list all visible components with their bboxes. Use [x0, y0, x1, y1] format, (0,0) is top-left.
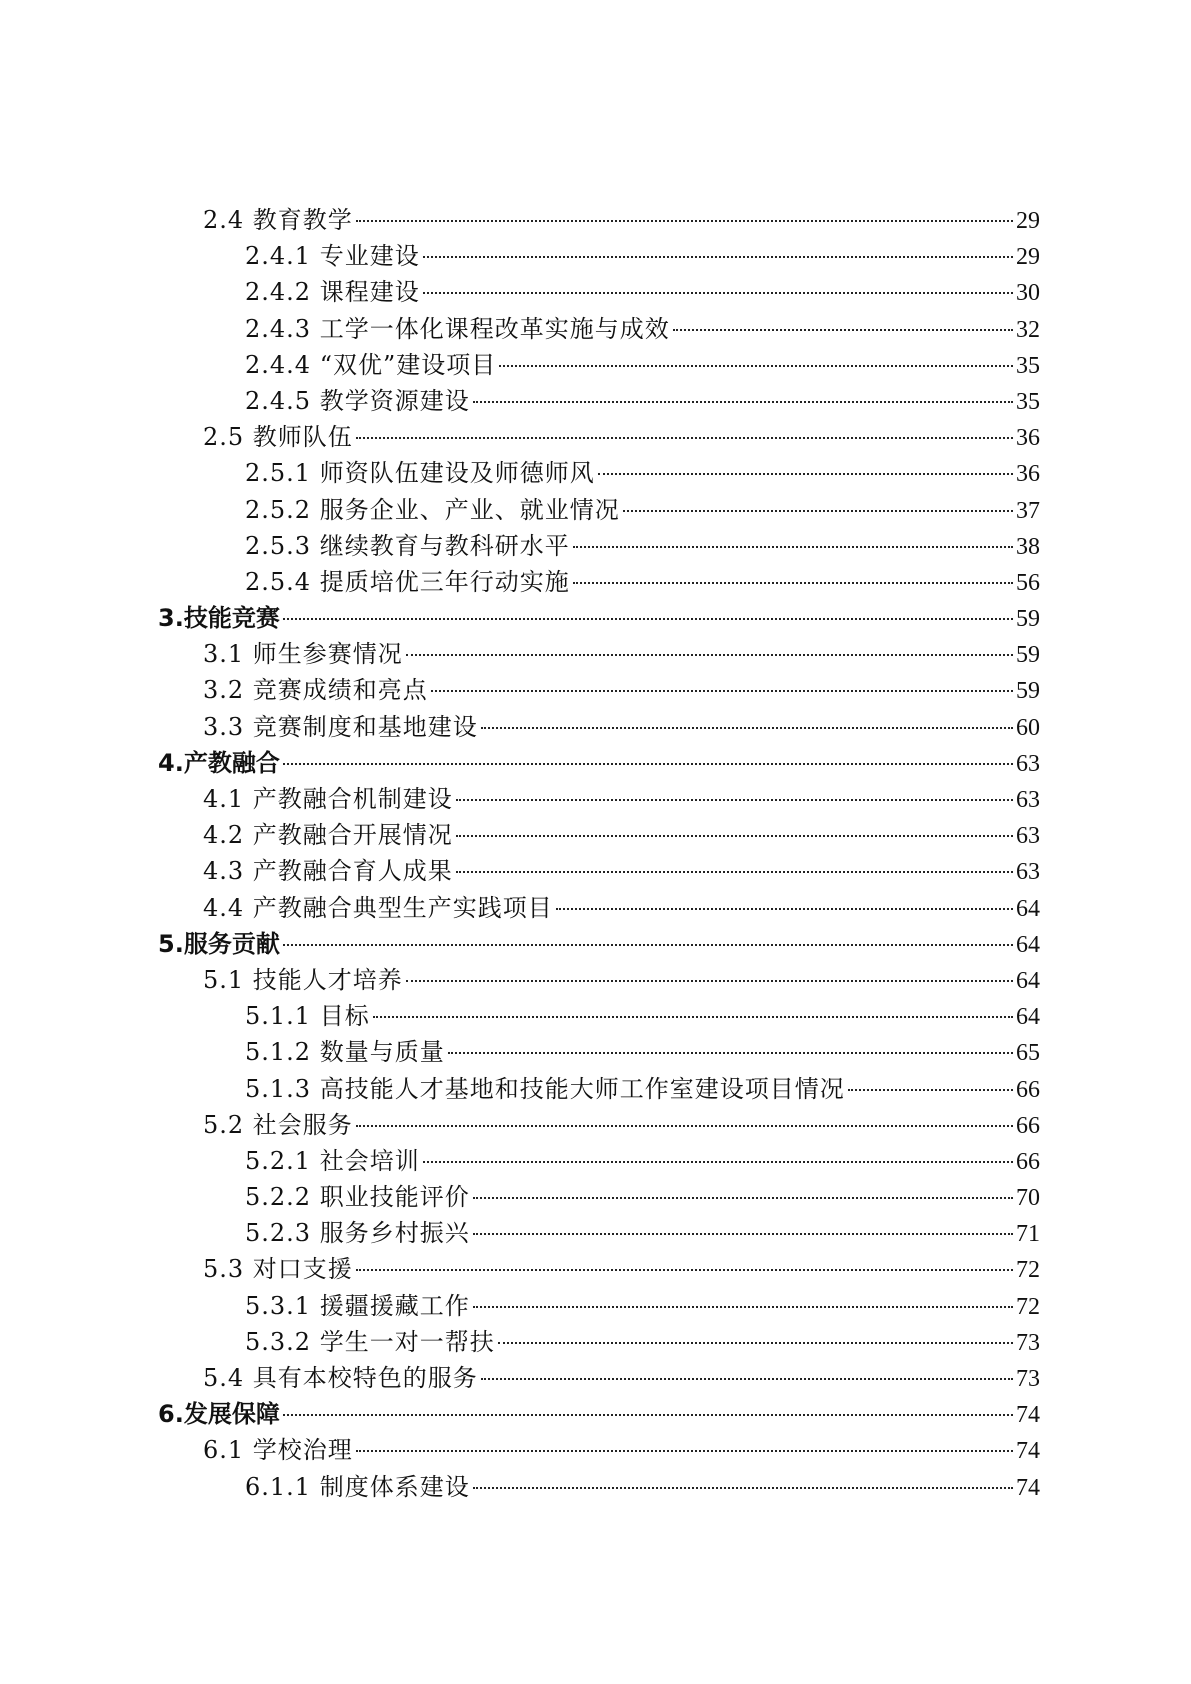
- toc-entry[interactable]: [158, 1179, 1040, 1215]
- toc-page-number: 64: [1016, 931, 1040, 958]
- toc-entry-label: 6.发展保障: [158, 1400, 280, 1429]
- toc-page-number: 32: [1016, 316, 1040, 343]
- toc-page-number: 73: [1016, 1329, 1040, 1356]
- toc-page-number: 63: [1016, 859, 1040, 886]
- toc-dot-leader: [283, 618, 1013, 620]
- toc-entry-label: 2.5 教师队伍: [203, 423, 353, 452]
- toc-entry[interactable]: [158, 274, 1040, 310]
- toc-dot-leader: [356, 1125, 1013, 1127]
- toc-entry-label: 5.4 具有本校特色的服务: [203, 1364, 478, 1392]
- toc-page-number: 35: [1016, 352, 1040, 379]
- toc-page-number: 36: [1016, 425, 1040, 452]
- toc-page-number: 63: [1016, 750, 1040, 777]
- toc-entry-label: 2.4 教育教学: [203, 206, 353, 234]
- table-of-contents: [158, 202, 1040, 1505]
- toc-entry-label: 2.4.3 工学一体化课程改革实施与成效: [245, 314, 670, 343]
- toc-entry-label: 5.3.1 援疆援藏工作: [245, 1291, 470, 1320]
- toc-page-number: 74: [1016, 1402, 1040, 1429]
- toc-entry[interactable]: [158, 853, 1040, 889]
- toc-entry[interactable]: [158, 962, 1040, 998]
- toc-entry[interactable]: [158, 1360, 1040, 1396]
- toc-entry-label: 5.2 社会服务: [203, 1110, 353, 1139]
- toc-page-number: 36: [1016, 461, 1040, 488]
- toc-entry[interactable]: [158, 311, 1040, 347]
- toc-dot-leader: [623, 510, 1013, 512]
- toc-entry[interactable]: [158, 1107, 1040, 1143]
- toc-page-number: 72: [1016, 1293, 1040, 1320]
- toc-entry-label: 4.4 产教融合典型生产实践项目: [203, 893, 553, 922]
- toc-entry[interactable]: [158, 926, 1040, 962]
- toc-entry-label: 5.1 技能人才培养: [203, 965, 403, 994]
- toc-dot-leader: [473, 1233, 1013, 1235]
- toc-page-number: 66: [1016, 1148, 1040, 1175]
- toc-entry-label: 5.2.2 职业技能评价: [245, 1183, 470, 1212]
- toc-dot-leader: [356, 437, 1013, 439]
- toc-entry-label: 5.服务贡献: [158, 929, 280, 958]
- toc-dot-leader: [473, 1197, 1013, 1199]
- toc-page-number: 29: [1016, 244, 1040, 271]
- toc-entry[interactable]: [158, 1469, 1040, 1505]
- toc-entry-label: 2.5.4 提质培优三年行动实施: [245, 567, 570, 596]
- toc-entry[interactable]: [158, 817, 1040, 853]
- toc-entry[interactable]: [158, 672, 1040, 708]
- toc-dot-leader: [356, 1450, 1013, 1452]
- toc-dot-leader: [423, 1161, 1013, 1163]
- toc-page-number: 29: [1016, 208, 1040, 234]
- toc-entry[interactable]: [158, 1034, 1040, 1070]
- toc-entry[interactable]: [158, 890, 1040, 926]
- toc-dot-leader: [573, 582, 1013, 584]
- toc-dot-leader: [448, 1052, 1013, 1054]
- toc-entry[interactable]: [158, 1288, 1040, 1324]
- toc-entry-label: 6.1.1 制度体系建设: [245, 1472, 470, 1501]
- toc-entry-label: 2.5.2 服务企业、产业、就业情况: [245, 495, 620, 524]
- toc-dot-leader: [406, 980, 1013, 982]
- toc-entry-label: 2.4.2 课程建设: [245, 278, 420, 307]
- toc-dot-leader: [481, 727, 1013, 729]
- toc-dot-leader: [456, 871, 1013, 873]
- toc-entry-label: 3.2 竞赛成绩和亮点: [203, 676, 428, 705]
- toc-dot-leader: [423, 256, 1013, 258]
- toc-entry-label: 5.3 对口支援: [203, 1255, 353, 1284]
- toc-page-number: 70: [1016, 1185, 1040, 1212]
- toc-entry-label: 3.3 竞赛制度和基地建设: [203, 712, 478, 741]
- toc-dot-leader: [423, 292, 1013, 294]
- toc-page-number: 63: [1016, 787, 1040, 813]
- toc-entry[interactable]: [158, 781, 1040, 817]
- toc-entry-label: 5.1.2 数量与质量: [245, 1038, 445, 1067]
- toc-entry-label: 2.5.3 继续教育与教科研水平: [245, 531, 570, 560]
- toc-entry[interactable]: [158, 564, 1040, 600]
- toc-page-number: 56: [1016, 569, 1040, 596]
- toc-dot-leader: [431, 690, 1013, 692]
- toc-entry-label: 2.4.5 教学资源建设: [245, 386, 470, 415]
- toc-entry[interactable]: [158, 1215, 1040, 1251]
- toc-entry[interactable]: [158, 1251, 1040, 1287]
- toc-entry-label: 5.3.2 学生一对一帮扶: [245, 1327, 495, 1356]
- toc-entry[interactable]: [158, 1143, 1040, 1179]
- toc-dot-leader: [499, 365, 1013, 367]
- toc-page-number: 64: [1016, 967, 1040, 994]
- toc-entry-label: 4.2 产教融合开展情况: [203, 821, 453, 850]
- toc-entry[interactable]: [158, 528, 1040, 564]
- toc-page-number: 64: [1016, 895, 1040, 922]
- toc-entry[interactable]: [158, 1432, 1040, 1468]
- toc-entry[interactable]: [158, 383, 1040, 419]
- toc-dot-leader: [373, 1016, 1013, 1018]
- toc-entry-label: 3.技能竞赛: [158, 604, 280, 633]
- toc-entry[interactable]: [158, 636, 1040, 672]
- toc-page-number: 63: [1016, 823, 1040, 850]
- toc-entry[interactable]: [158, 600, 1040, 636]
- toc-entry[interactable]: [158, 347, 1040, 383]
- toc-page-number: 73: [1016, 1366, 1040, 1392]
- toc-dot-leader: [848, 1089, 1013, 1091]
- toc-page-number: 37: [1016, 497, 1040, 524]
- toc-entry[interactable]: [158, 419, 1040, 455]
- toc-dot-leader: [456, 799, 1013, 801]
- toc-page-number: 59: [1016, 642, 1040, 669]
- toc-dot-leader: [456, 835, 1013, 837]
- toc-dot-leader: [473, 1306, 1013, 1308]
- toc-entry[interactable]: [158, 1324, 1040, 1360]
- toc-dot-leader: [556, 908, 1013, 910]
- toc-entry-label: 5.2.3 服务乡村振兴: [245, 1219, 470, 1248]
- toc-dot-leader: [498, 1342, 1013, 1344]
- toc-entry-label: 5.2.1 社会培训: [245, 1146, 420, 1175]
- toc-entry[interactable]: [158, 709, 1040, 745]
- toc-page-number: 65: [1016, 1040, 1040, 1067]
- toc-entry-label: 4.3 产教融合育人成果: [203, 857, 453, 886]
- toc-dot-leader: [283, 763, 1013, 765]
- toc-dot-leader: [406, 654, 1013, 656]
- toc-entry-label: 4.1 产教融合机制建设: [203, 785, 453, 813]
- toc-page-number: 64: [1016, 1004, 1040, 1031]
- toc-page-number: 66: [1016, 1112, 1040, 1139]
- toc-page-number: 66: [1016, 1076, 1040, 1103]
- toc-entry[interactable]: [158, 1071, 1040, 1107]
- toc-page-number: 38: [1016, 533, 1040, 560]
- toc-page-number: 71: [1016, 1221, 1040, 1248]
- toc-dot-leader: [473, 1487, 1013, 1489]
- toc-page-number: 74: [1016, 1438, 1040, 1465]
- toc-entry[interactable]: [158, 202, 1040, 238]
- toc-entry-label: 4.产教融合: [158, 748, 280, 777]
- toc-dot-leader: [356, 220, 1013, 222]
- toc-page-number: 30: [1016, 280, 1040, 307]
- toc-dot-leader: [481, 1378, 1013, 1380]
- toc-dot-leader: [283, 944, 1013, 946]
- toc-entry-label: 2.4.1 专业建设: [245, 242, 420, 271]
- toc-entry-label: 2.5.1 师资队伍建设及师德师风: [245, 459, 595, 488]
- toc-entry-label: 5.1.3 高技能人才基地和技能大师工作室建设项目情况: [245, 1074, 845, 1103]
- toc-dot-leader: [598, 473, 1013, 475]
- toc-dot-leader: [283, 1414, 1013, 1416]
- toc-dot-leader: [573, 546, 1013, 548]
- toc-page-number: 72: [1016, 1257, 1040, 1284]
- toc-dot-leader: [673, 329, 1013, 331]
- toc-dot-leader: [473, 401, 1013, 403]
- toc-entry-label: 5.1.1 目标: [245, 1002, 370, 1031]
- toc-entry-label: 2.4.4 “双优”建设项目: [245, 350, 497, 379]
- toc-entry[interactable]: [158, 998, 1040, 1034]
- toc-page-number: 60: [1016, 714, 1040, 741]
- toc-dot-leader: [356, 1269, 1013, 1271]
- toc-entry-label: 3.1 师生参赛情况: [203, 640, 403, 669]
- toc-entry[interactable]: [158, 492, 1040, 528]
- toc-page-number: 59: [1016, 678, 1040, 705]
- toc-entry[interactable]: [158, 745, 1040, 781]
- toc-entry[interactable]: [158, 1396, 1040, 1432]
- toc-page-number: 74: [1016, 1474, 1040, 1501]
- toc-page-number: 35: [1016, 388, 1040, 415]
- toc-entry[interactable]: [158, 238, 1040, 274]
- toc-page-number: 59: [1016, 606, 1040, 633]
- toc-entry-label: 6.1 学校治理: [203, 1436, 353, 1465]
- toc-entry[interactable]: [158, 455, 1040, 491]
